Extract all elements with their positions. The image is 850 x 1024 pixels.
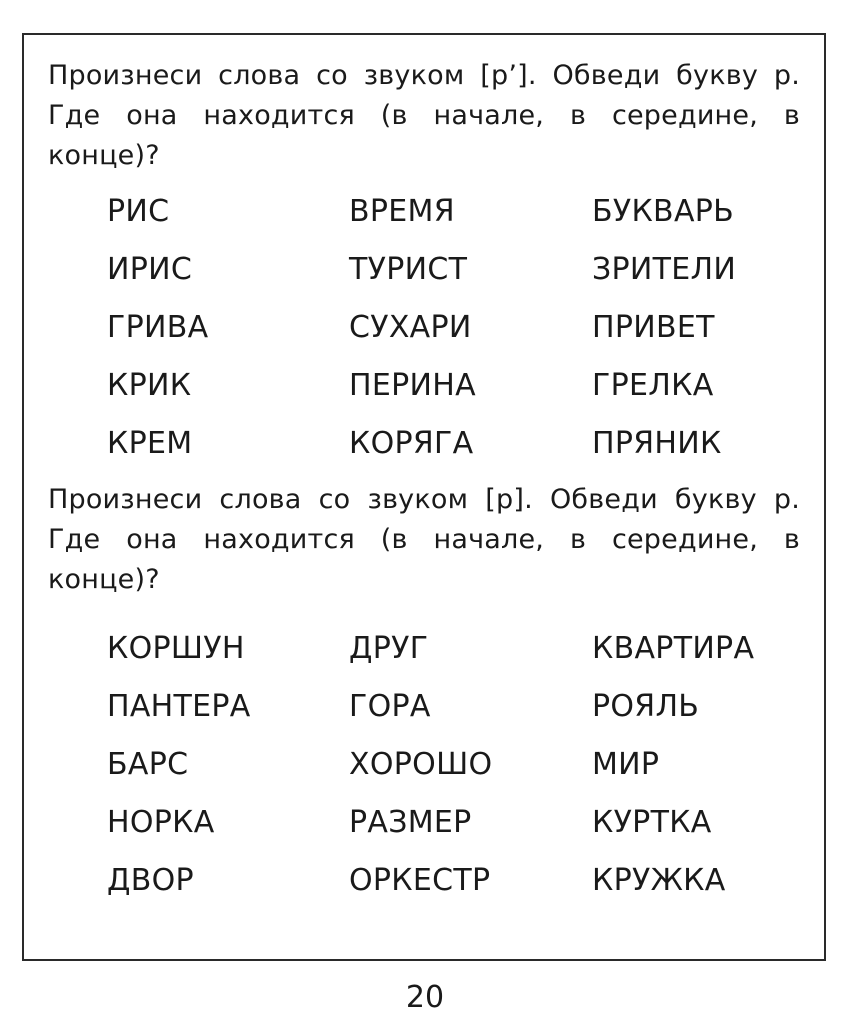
word: КРИК xyxy=(107,368,192,403)
word: ГРЕЛКА xyxy=(592,368,714,403)
word: ВРЕМЯ xyxy=(349,194,455,229)
word: НОРКА xyxy=(107,805,215,840)
word-row xyxy=(107,685,807,743)
word: ДРУГ xyxy=(349,631,429,666)
word: БАРС xyxy=(107,747,189,782)
word: КОРШУН xyxy=(107,631,245,666)
word-row xyxy=(107,859,807,917)
word: КРУЖКА xyxy=(592,863,726,898)
word-row xyxy=(107,801,807,859)
instruction-soft-r: Произнеси слова со звуком [р’]. Обведи букву р. Где она находится (в начале, в середине, в конце)? xyxy=(48,60,800,171)
word-grid-hard-r xyxy=(107,627,807,917)
word: КУРТКА xyxy=(592,805,712,840)
word: ТУРИСТ xyxy=(349,252,468,287)
word: ГРИВА xyxy=(107,310,209,345)
word: ЗРИТЕЛИ xyxy=(592,252,737,287)
word-row xyxy=(107,248,807,306)
word-row xyxy=(107,190,807,248)
word: ИРИС xyxy=(107,252,193,287)
word-row xyxy=(107,743,807,801)
word: БУКВАРЬ xyxy=(592,194,735,229)
word: ОРКЕСТР xyxy=(349,863,491,898)
word: КРЕМ xyxy=(107,426,193,461)
word-grid-soft-r xyxy=(107,190,807,480)
word: КОРЯГА xyxy=(349,426,474,461)
word: ПРИВЕТ xyxy=(592,310,715,345)
word-row xyxy=(107,422,807,480)
word-row xyxy=(107,627,807,685)
word: КВАРТИРА xyxy=(592,631,755,666)
word: ПЕРИНА xyxy=(349,368,476,403)
word: ПАНТЕРА xyxy=(107,689,251,724)
word: ПРЯНИК xyxy=(592,426,722,461)
word: МИР xyxy=(592,747,660,782)
word: СУХАРИ xyxy=(349,310,472,345)
word: РИС xyxy=(107,194,170,229)
word: РОЯЛЬ xyxy=(592,689,700,724)
page-number: 20 xyxy=(405,980,445,1015)
word: ХОРОШО xyxy=(349,747,493,782)
word: ДВОР xyxy=(107,863,194,898)
word-row xyxy=(107,306,807,364)
word-row xyxy=(107,364,807,422)
word: РАЗМЕР xyxy=(349,805,472,840)
instruction-hard-r: Произнеси слова со звуком [р]. Обведи букву р. Где она находится (в начале, в середине, в конце)? xyxy=(48,484,800,595)
word: ГОРА xyxy=(349,689,431,724)
